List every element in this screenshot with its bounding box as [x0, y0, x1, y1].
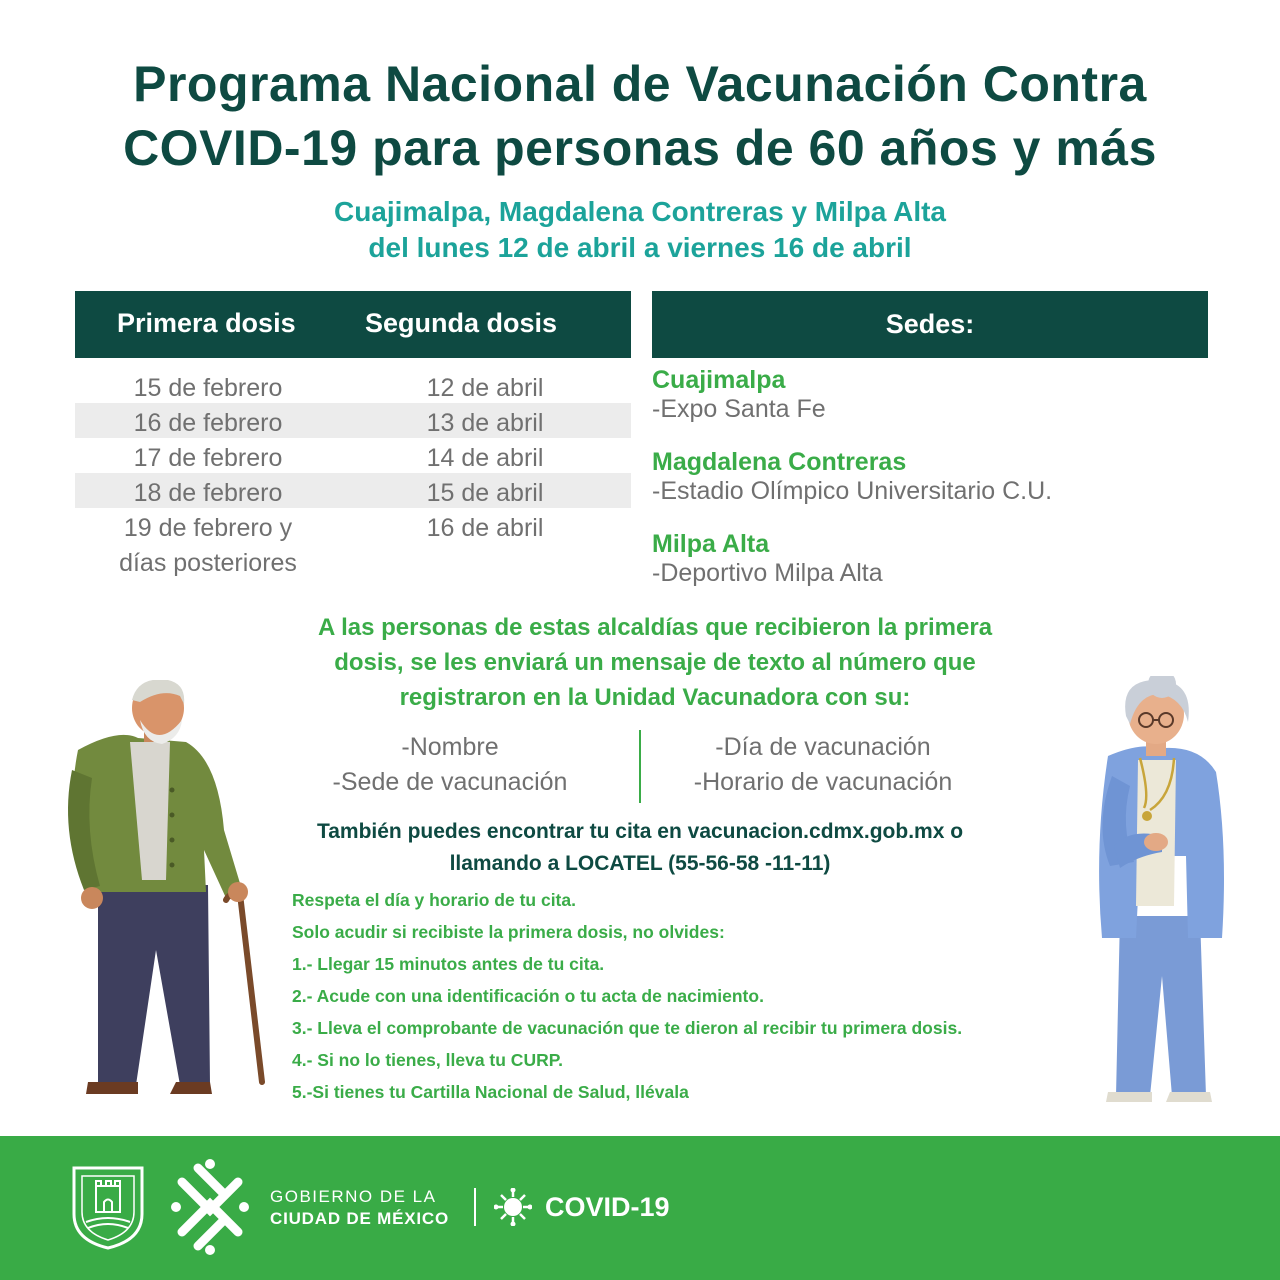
virus-icon — [494, 1188, 532, 1226]
sede-place: -Expo Santa Fe — [652, 395, 826, 423]
footer — [0, 1136, 1280, 1280]
title-line-1: Programa Nacional de Vacunación Contra — [133, 56, 1147, 112]
government-name — [270, 1186, 449, 1230]
header-first-dose: Primera dosis — [117, 308, 296, 338]
elderly-man-illustration — [58, 680, 278, 1100]
footer-divider — [474, 1188, 476, 1226]
dose-table — [75, 291, 631, 578]
second-dose-date: 15 de abril — [426, 479, 544, 507]
sede-name: Cuajimalpa — [652, 366, 786, 394]
sede-place: -Deportivo Milpa Alta — [652, 559, 883, 587]
reminders-list — [292, 884, 1092, 1108]
second-dose-date: 13 de abril — [426, 409, 544, 437]
notice-line-2: dosis, se les enviará un mensaje de texto al número que — [334, 649, 976, 676]
first-dose-date: 17 de febrero — [133, 444, 283, 472]
first-dose-date: 18 de febrero — [133, 479, 283, 507]
sms-fields — [300, 730, 980, 805]
list-item: 4.- Si no lo tienes, lleva tu CURP. — [292, 1050, 563, 1070]
list-item: 5.-Si tienes tu Cartilla Nacional de Salud, llévala — [292, 1082, 689, 1102]
notice-line-1: A las personas de estas alcaldías que recibieron la primera — [317, 614, 993, 641]
list-item: 2.- Acude con una identificación o tu acta de nacimiento. — [292, 986, 764, 1006]
covid-label: COVID-19 — [545, 1192, 670, 1222]
gov-line-1: GOBIERNO DE LA — [270, 1187, 437, 1206]
second-dose-date: 16 de abril — [426, 514, 544, 542]
sms-notice — [240, 610, 1070, 715]
subtitle-line-2: del lunes 12 de abril a viernes 16 de abril — [368, 232, 912, 263]
table-row — [75, 508, 631, 578]
field-item: -Sede de vacunación — [332, 768, 568, 796]
field-item: -Día de vacunación — [715, 733, 931, 761]
sms-fields-right — [668, 730, 978, 800]
first-dose-date — [75, 511, 341, 581]
table-row — [75, 473, 631, 508]
list-item: 3.- Lleva el comprobante de vacunación que te dieron al recibir tu primera dosis. — [292, 1018, 963, 1038]
cdmx-shield-icon — [70, 1164, 146, 1250]
cdmx-logo-icon — [170, 1158, 250, 1256]
subtitle — [140, 194, 1140, 266]
sede-place: -Estadio Olímpico Universitario C.U. — [652, 477, 1053, 505]
elderly-woman-illustration — [1090, 676, 1240, 1116]
second-dose-date: 14 de abril — [426, 444, 544, 472]
table-row — [75, 438, 631, 473]
page-title — [40, 52, 1240, 180]
sedes-header: Sedes: — [652, 291, 1208, 358]
sede-item — [652, 529, 883, 587]
sede-item — [652, 365, 826, 423]
first-dose-date: 16 de febrero — [133, 409, 283, 437]
notice-line-3: registraron en la Unidad Vacunadora con su: — [399, 684, 911, 711]
title-line-2: COVID-19 para personas de 60 años y más — [123, 120, 1157, 176]
header-second-dose: Segunda dosis — [365, 308, 558, 338]
online-info — [240, 816, 1040, 880]
subtitle-line-1: Cuajimalpa, Magdalena Contreras y Milpa Alta — [333, 196, 946, 227]
sede-name: Milpa Alta — [652, 530, 770, 558]
sedes-panel — [652, 291, 1208, 587]
first-dose-date: 15 de febrero — [133, 374, 283, 402]
list-item: Solo acudir si recibiste la primera dosis, no olvides: — [292, 922, 725, 942]
sede-name: Magdalena Contreras — [652, 448, 907, 476]
gov-line-2: CIUDAD DE MÉXICO — [270, 1209, 450, 1228]
field-item: -Nombre — [401, 733, 499, 761]
sede-item — [652, 447, 1052, 505]
table-row — [75, 368, 631, 403]
list-item: Respeta el día y horario de tu cita. — [292, 890, 576, 910]
sms-fields-left — [300, 730, 600, 800]
field-item: -Horario de vacunación — [693, 768, 953, 796]
second-dose-date: 12 de abril — [426, 374, 544, 402]
first-dose-date-line-1: 19 de febrero y — [123, 514, 293, 542]
dose-table-header — [75, 291, 631, 358]
fields-divider — [639, 730, 641, 803]
first-dose-date-line-2: días posteriores — [119, 549, 297, 577]
list-item: 1.- Llegar 15 minutos antes de tu cita. — [292, 954, 605, 974]
online-line-1: También puedes encontrar tu cita en vacunacion.cdmx.gob.mx o — [316, 820, 964, 843]
table-row — [75, 403, 631, 438]
online-line-2: llamando a LOCATEL (55-56-58 -11-11) — [449, 852, 831, 875]
